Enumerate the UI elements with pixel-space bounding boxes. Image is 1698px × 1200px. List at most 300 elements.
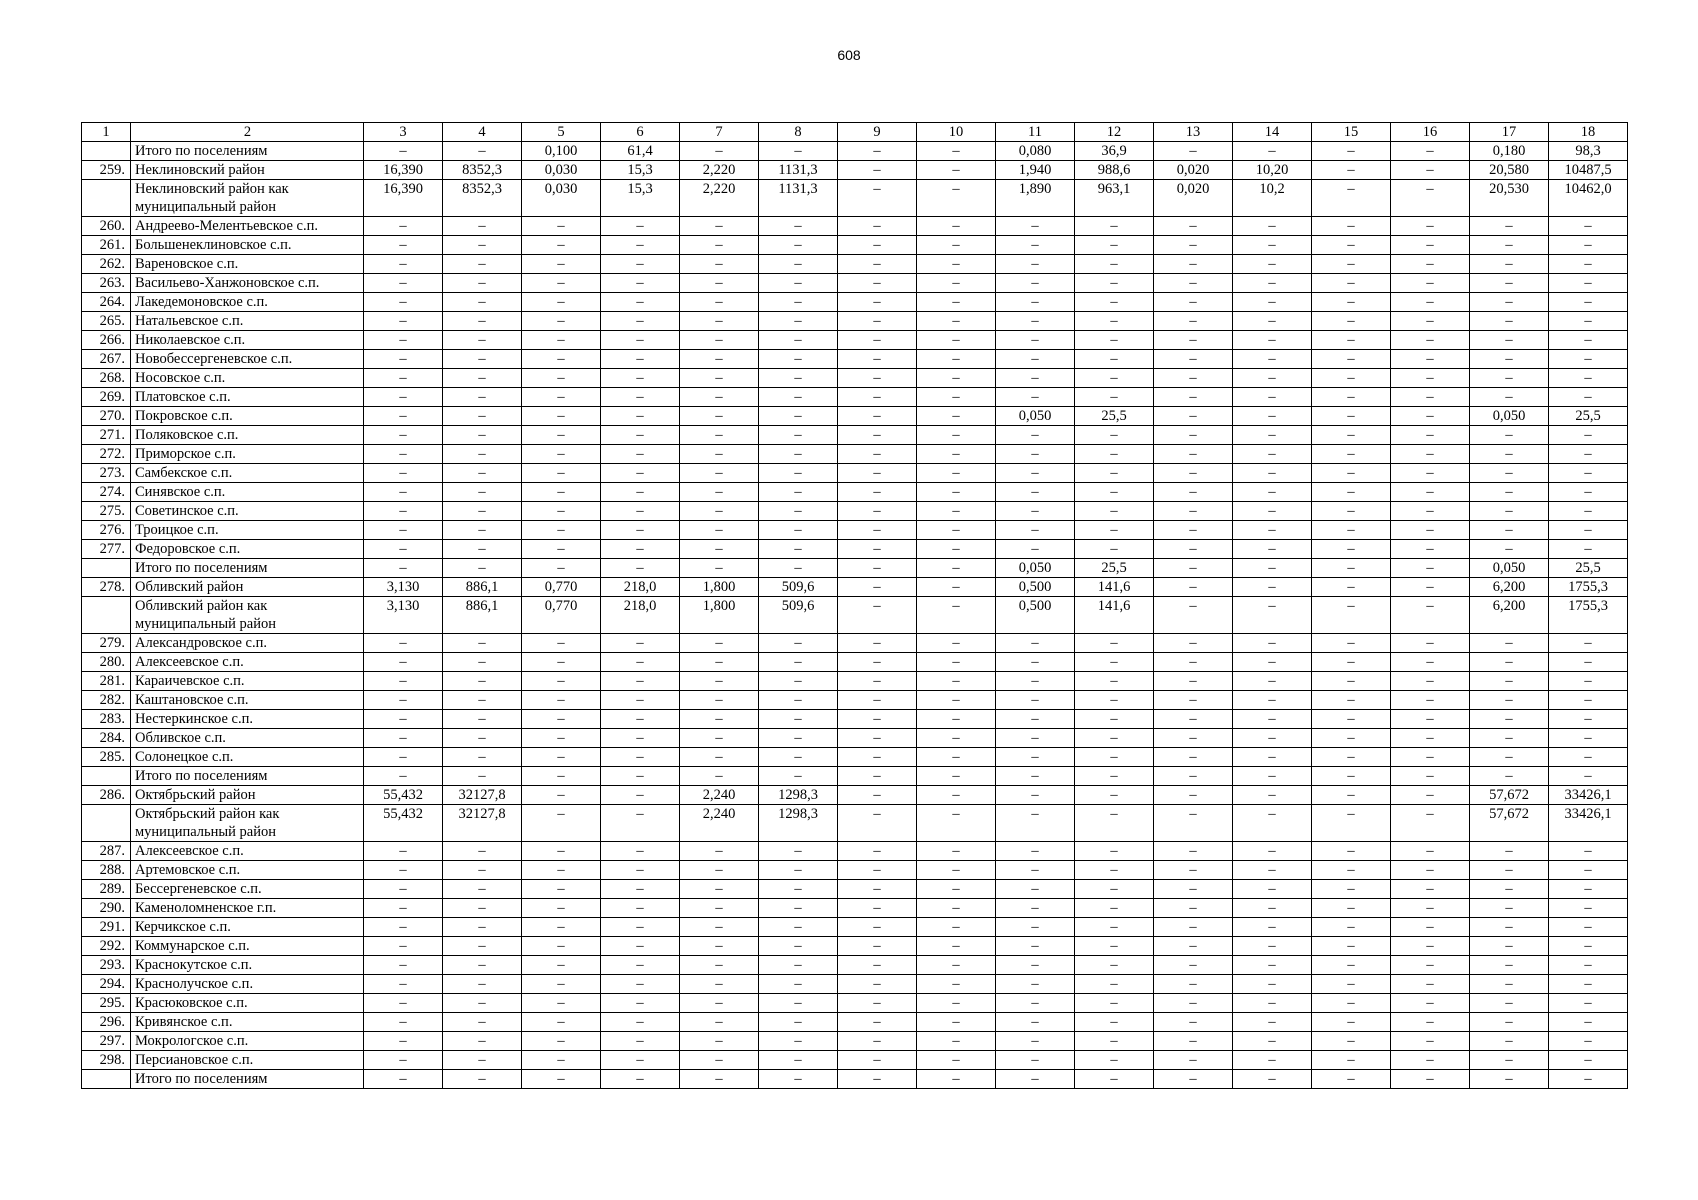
value-cell: – [601, 1070, 680, 1089]
value-cell: – [838, 994, 917, 1013]
value-cell: – [759, 937, 838, 956]
value-cell: – [1312, 672, 1391, 691]
row-name-cell: Николаевское с.п. [131, 331, 364, 350]
value-cell: – [1549, 502, 1628, 521]
value-cell: – [364, 918, 443, 937]
value-cell: – [917, 805, 996, 842]
value-cell: – [443, 445, 522, 464]
row-name-cell: Александровское с.п. [131, 634, 364, 653]
value-cell: – [917, 559, 996, 578]
value-cell: – [522, 634, 601, 653]
value-cell: – [364, 710, 443, 729]
table-row [82, 899, 1628, 918]
value-cell: – [838, 331, 917, 350]
row-name-cell: Октябрьский район как муниципальный район [131, 805, 364, 842]
value-cell: – [443, 842, 522, 861]
value-cell: – [759, 634, 838, 653]
value-cell: 1,890 [996, 180, 1075, 217]
value-cell: – [838, 521, 917, 540]
value-cell: – [996, 464, 1075, 483]
value-cell: 141,6 [1075, 578, 1154, 597]
data-table [81, 122, 1628, 1089]
value-cell: – [1549, 937, 1628, 956]
value-cell: – [838, 842, 917, 861]
row-name-cell: Солонецкое с.п. [131, 748, 364, 767]
value-cell: – [1470, 1032, 1549, 1051]
value-cell: – [917, 918, 996, 937]
row-number-cell: 271. [82, 426, 131, 445]
value-cell: – [996, 880, 1075, 899]
value-cell: 33426,1 [1549, 805, 1628, 842]
value-cell: – [917, 842, 996, 861]
value-cell: – [364, 880, 443, 899]
value-cell: – [680, 217, 759, 236]
value-cell: – [1075, 994, 1154, 1013]
table-header [82, 123, 1628, 142]
value-cell: – [364, 1013, 443, 1032]
value-cell: – [1391, 691, 1470, 710]
value-cell: – [1312, 502, 1391, 521]
value-cell: – [1312, 483, 1391, 502]
value-cell: – [759, 748, 838, 767]
value-cell: 16,390 [364, 180, 443, 217]
value-cell: – [601, 956, 680, 975]
value-cell: – [1233, 1032, 1312, 1051]
value-cell: – [1470, 293, 1549, 312]
value-cell: – [1391, 293, 1470, 312]
value-cell: – [1391, 312, 1470, 331]
value-cell: – [1154, 805, 1233, 842]
value-cell: – [1549, 918, 1628, 937]
value-cell: – [1391, 653, 1470, 672]
value-cell: – [838, 729, 917, 748]
value-cell: – [1549, 388, 1628, 407]
value-cell: – [996, 786, 1075, 805]
table-row [82, 880, 1628, 899]
value-cell: – [601, 1013, 680, 1032]
value-cell: – [680, 899, 759, 918]
value-cell: – [1312, 426, 1391, 445]
table-row [82, 956, 1628, 975]
value-cell: – [1233, 578, 1312, 597]
value-cell: – [1391, 672, 1470, 691]
value-cell: – [601, 369, 680, 388]
value-cell: – [1233, 142, 1312, 161]
value-cell: – [680, 748, 759, 767]
value-cell: 0,050 [1470, 407, 1549, 426]
value-cell: – [680, 407, 759, 426]
table-row [82, 861, 1628, 880]
value-cell: – [1312, 653, 1391, 672]
value-cell: – [838, 956, 917, 975]
value-cell: – [1154, 312, 1233, 331]
row-name-cell: Покровское с.п. [131, 407, 364, 426]
value-cell: – [364, 1051, 443, 1070]
value-cell: – [996, 672, 1075, 691]
value-cell: – [1075, 464, 1154, 483]
row-name-cell: Платовское с.п. [131, 388, 364, 407]
value-cell: – [996, 293, 1075, 312]
value-cell: – [522, 861, 601, 880]
value-cell: – [1154, 861, 1233, 880]
row-number-cell: 273. [82, 464, 131, 483]
value-cell: – [1075, 899, 1154, 918]
table-row [82, 559, 1628, 578]
value-cell: – [1470, 748, 1549, 767]
header-cell: 1 [82, 123, 131, 142]
header-cell: 12 [1075, 123, 1154, 142]
value-cell: 55,432 [364, 786, 443, 805]
value-cell: – [364, 293, 443, 312]
value-cell: 6,200 [1470, 578, 1549, 597]
value-cell: – [759, 274, 838, 293]
value-cell: – [1312, 956, 1391, 975]
value-cell: – [1391, 217, 1470, 236]
value-cell: – [522, 767, 601, 786]
row-number-cell: 280. [82, 653, 131, 672]
value-cell: – [601, 653, 680, 672]
value-cell: – [1154, 653, 1233, 672]
row-name-cell: Нестеркинское с.п. [131, 710, 364, 729]
value-cell: – [1391, 767, 1470, 786]
value-cell: – [1470, 899, 1549, 918]
value-cell: – [443, 255, 522, 274]
value-cell: – [443, 710, 522, 729]
value-cell: – [1470, 634, 1549, 653]
header-cell: 13 [1154, 123, 1233, 142]
value-cell: – [601, 975, 680, 994]
value-cell: – [1549, 994, 1628, 1013]
value-cell: – [1233, 559, 1312, 578]
row-name-cell: Бессергеневское с.п. [131, 880, 364, 899]
table-body [82, 142, 1628, 1089]
row-name-cell: Итого по поселениям [131, 1070, 364, 1089]
value-cell: 10462,0 [1549, 180, 1628, 217]
value-cell: – [838, 861, 917, 880]
table-row [82, 369, 1628, 388]
value-cell: – [1154, 426, 1233, 445]
value-cell: – [1075, 426, 1154, 445]
value-cell: – [1233, 255, 1312, 274]
value-cell: – [601, 502, 680, 521]
table-row [82, 445, 1628, 464]
value-cell: – [522, 426, 601, 445]
value-cell: – [443, 426, 522, 445]
value-cell: – [1549, 861, 1628, 880]
value-cell: – [601, 388, 680, 407]
value-cell: – [759, 312, 838, 331]
row-name-cell: Краснокутское с.п. [131, 956, 364, 975]
value-cell: 10,2 [1233, 180, 1312, 217]
value-cell: – [996, 312, 1075, 331]
value-cell: – [1470, 331, 1549, 350]
value-cell: – [1391, 1070, 1470, 1089]
value-cell: – [364, 842, 443, 861]
value-cell: 25,5 [1075, 559, 1154, 578]
value-cell: 1,940 [996, 161, 1075, 180]
value-cell: – [1391, 331, 1470, 350]
value-cell: 8352,3 [443, 180, 522, 217]
value-cell: – [917, 464, 996, 483]
value-cell: 0,050 [996, 407, 1075, 426]
table-row [82, 540, 1628, 559]
value-cell: – [917, 748, 996, 767]
value-cell: – [364, 369, 443, 388]
value-cell: 57,672 [1470, 786, 1549, 805]
value-cell: – [1549, 710, 1628, 729]
value-cell: – [1470, 502, 1549, 521]
value-cell: – [1154, 1032, 1233, 1051]
header-cell: 11 [996, 123, 1075, 142]
table-row [82, 1032, 1628, 1051]
value-cell: – [1233, 407, 1312, 426]
value-cell: – [1233, 937, 1312, 956]
value-cell: – [1549, 653, 1628, 672]
row-number-cell: 276. [82, 521, 131, 540]
value-cell: – [759, 767, 838, 786]
value-cell: – [917, 861, 996, 880]
row-number-cell: 268. [82, 369, 131, 388]
value-cell: – [1154, 1051, 1233, 1070]
table-row [82, 483, 1628, 502]
value-cell: – [1233, 369, 1312, 388]
value-cell: – [838, 255, 917, 274]
value-cell: – [838, 653, 917, 672]
value-cell: – [1549, 255, 1628, 274]
value-cell: – [996, 1013, 1075, 1032]
value-cell: – [996, 861, 1075, 880]
value-cell: – [1154, 217, 1233, 236]
row-number-cell: 263. [82, 274, 131, 293]
value-cell: – [601, 842, 680, 861]
value-cell: – [759, 331, 838, 350]
value-cell: – [1233, 312, 1312, 331]
value-cell: – [1391, 407, 1470, 426]
value-cell: – [1312, 388, 1391, 407]
value-cell: – [1312, 255, 1391, 274]
value-cell: – [364, 672, 443, 691]
value-cell: – [838, 369, 917, 388]
value-cell: 2,240 [680, 786, 759, 805]
value-cell: – [1549, 464, 1628, 483]
value-cell: – [1391, 842, 1470, 861]
value-cell: – [443, 748, 522, 767]
value-cell: – [917, 540, 996, 559]
value-cell: – [443, 1032, 522, 1051]
value-cell: – [917, 255, 996, 274]
value-cell: – [1391, 274, 1470, 293]
value-cell: – [601, 540, 680, 559]
value-cell: – [838, 407, 917, 426]
row-name-cell: Каштановское с.п. [131, 691, 364, 710]
row-name-cell: Новобессергеневское с.п. [131, 350, 364, 369]
value-cell: – [680, 653, 759, 672]
value-cell: – [1391, 899, 1470, 918]
value-cell: – [522, 653, 601, 672]
value-cell: – [1312, 597, 1391, 634]
table-row [82, 672, 1628, 691]
value-cell: – [1470, 956, 1549, 975]
value-cell: – [759, 388, 838, 407]
row-name-cell: Синявское с.п. [131, 483, 364, 502]
value-cell: – [522, 672, 601, 691]
value-cell: – [917, 483, 996, 502]
row-number-cell: 293. [82, 956, 131, 975]
value-cell: – [443, 142, 522, 161]
value-cell: – [759, 710, 838, 729]
value-cell: – [522, 293, 601, 312]
value-cell: – [443, 464, 522, 483]
value-cell: – [759, 672, 838, 691]
value-cell: – [364, 1032, 443, 1051]
row-number-cell: 272. [82, 445, 131, 464]
value-cell: – [1549, 331, 1628, 350]
value-cell: – [601, 1032, 680, 1051]
value-cell: – [1549, 899, 1628, 918]
value-cell: – [1075, 369, 1154, 388]
value-cell: – [1391, 502, 1470, 521]
row-name-cell: Советинское с.п. [131, 502, 364, 521]
value-cell: – [1312, 274, 1391, 293]
row-name-cell: Самбекское с.п. [131, 464, 364, 483]
value-cell: – [522, 1051, 601, 1070]
row-number-cell: 292. [82, 937, 131, 956]
value-cell: – [1549, 729, 1628, 748]
table-row [82, 312, 1628, 331]
value-cell: – [522, 521, 601, 540]
value-cell: – [1154, 1013, 1233, 1032]
value-cell: 0,100 [522, 142, 601, 161]
value-cell: – [1075, 217, 1154, 236]
value-cell: – [838, 312, 917, 331]
value-cell: – [759, 691, 838, 710]
value-cell: – [601, 255, 680, 274]
value-cell: 6,200 [1470, 597, 1549, 634]
table-row [82, 1070, 1628, 1089]
value-cell: – [759, 445, 838, 464]
value-cell: – [364, 217, 443, 236]
value-cell: – [522, 1013, 601, 1032]
value-cell: – [759, 899, 838, 918]
value-cell: – [1075, 918, 1154, 937]
row-number-cell: 267. [82, 350, 131, 369]
value-cell: – [1391, 426, 1470, 445]
value-cell: – [1470, 994, 1549, 1013]
value-cell: – [680, 388, 759, 407]
table-row [82, 975, 1628, 994]
value-cell: – [364, 767, 443, 786]
row-number-cell: 285. [82, 748, 131, 767]
value-cell: 3,130 [364, 578, 443, 597]
value-cell: – [917, 312, 996, 331]
value-cell: – [1154, 880, 1233, 899]
value-cell: – [1470, 236, 1549, 255]
value-cell: – [680, 880, 759, 899]
value-cell: – [364, 634, 443, 653]
value-cell: – [1391, 1032, 1470, 1051]
row-number-cell [82, 559, 131, 578]
value-cell: – [1312, 994, 1391, 1013]
value-cell: – [443, 540, 522, 559]
value-cell: – [443, 994, 522, 1013]
value-cell: – [1391, 880, 1470, 899]
row-number-cell [82, 1070, 131, 1089]
value-cell: – [1312, 691, 1391, 710]
value-cell: – [364, 899, 443, 918]
value-cell: – [1154, 1070, 1233, 1089]
value-cell: 10487,5 [1549, 161, 1628, 180]
value-cell: – [1312, 710, 1391, 729]
value-cell: – [759, 255, 838, 274]
value-cell: – [1075, 255, 1154, 274]
value-cell: 0,500 [996, 597, 1075, 634]
value-cell: – [1470, 464, 1549, 483]
table-row [82, 464, 1628, 483]
value-cell: – [1075, 1032, 1154, 1051]
value-cell: – [917, 597, 996, 634]
value-cell: – [1391, 975, 1470, 994]
value-cell: – [1154, 255, 1233, 274]
value-cell: – [759, 842, 838, 861]
value-cell: – [522, 937, 601, 956]
header-cell: 8 [759, 123, 838, 142]
value-cell: – [522, 748, 601, 767]
value-cell: – [1075, 1051, 1154, 1070]
row-name-cell: Кривянское с.п. [131, 1013, 364, 1032]
value-cell: – [680, 445, 759, 464]
value-cell: – [1549, 1051, 1628, 1070]
value-cell: – [364, 426, 443, 445]
value-cell: – [1233, 653, 1312, 672]
value-cell: – [996, 634, 1075, 653]
table-row [82, 578, 1628, 597]
value-cell: 0,050 [996, 559, 1075, 578]
value-cell: – [1233, 293, 1312, 312]
value-cell: – [1154, 748, 1233, 767]
row-name-cell: Мокрологское с.п. [131, 1032, 364, 1051]
value-cell: – [1312, 540, 1391, 559]
row-number-cell: 275. [82, 502, 131, 521]
value-cell: – [1549, 312, 1628, 331]
value-cell: – [680, 274, 759, 293]
value-cell: – [996, 1051, 1075, 1070]
value-cell: – [680, 331, 759, 350]
value-cell: – [996, 691, 1075, 710]
value-cell: – [1233, 1013, 1312, 1032]
value-cell: – [1470, 861, 1549, 880]
value-cell: – [1075, 521, 1154, 540]
value-cell: – [917, 653, 996, 672]
value-cell: 1,800 [680, 578, 759, 597]
value-cell: – [680, 255, 759, 274]
row-number-cell: 262. [82, 255, 131, 274]
value-cell: – [522, 369, 601, 388]
value-cell: – [996, 426, 1075, 445]
value-cell: – [1233, 331, 1312, 350]
value-cell: – [443, 1070, 522, 1089]
value-cell: – [759, 217, 838, 236]
row-number-cell: 278. [82, 578, 131, 597]
value-cell: – [1391, 786, 1470, 805]
value-cell: – [443, 236, 522, 255]
value-cell: – [1075, 729, 1154, 748]
value-cell: – [759, 1032, 838, 1051]
value-cell: – [364, 142, 443, 161]
value-cell: – [1233, 634, 1312, 653]
value-cell: 1131,3 [759, 180, 838, 217]
value-cell: – [1233, 236, 1312, 255]
value-cell: – [838, 805, 917, 842]
